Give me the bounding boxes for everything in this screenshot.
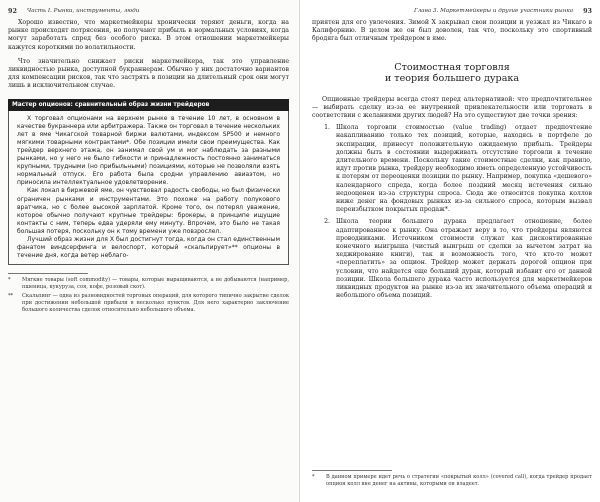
- left-running-title: Часть I. Рынки, инструменты, люди: [26, 8, 140, 14]
- section-title-line-2: и теория большего дурака: [384, 72, 520, 84]
- footnote-marker: *: [8, 277, 11, 284]
- list-item-number: 1.: [324, 124, 330, 132]
- right-body-paragraph: Опционные трейдеры всегда стоят перед альтернативой: что предпочтительнее — выбирать сделку из-за ее внутренней привлекательности или торговать в соответствии с желаниями других людей? На это существуют две точки зрения:: [312, 95, 592, 120]
- list-item-text: Школа торговли стоимостью (value trading) отдает предпочтение накапливанию только тех позиций, которые, находясь в портфеле до экспирации, принесут положительную ожидаемую прибыль. Трейдеры должны быть в состоянии выдерживать отсутствие торговли в течение длительного времени. Поскольку такие стоимостные сделки, как правило, идут против рынка, трейдеру необходимо иметь определенную устойчивость к потерям от переоценки позиции по рынку. Например, покупка «дешевого» календарного спреда, когда более поздний месяц истечения сильно недооценен из-за структуры спроса. Сюда же относится покупка коллов ниже денег на фондовых рынках из-за сильного спроса, которым вызвал переизбытком покрытых продаж*.: [336, 124, 592, 214]
- list-item-number: 2.: [324, 218, 330, 226]
- footnote-text: Мягкие товары (soft commodity) — товары, которые выращиваются, а не добываются (например, пшеница, кукуруза, соя, кофе, розовый скот).: [22, 277, 289, 291]
- left-footnote-2: [8, 293, 289, 313]
- sidebar-paragraph-2: Как локал в биржевой яме, он чувствовал радость свободы, но был физически ограничен рынками и инструментами. Это похоже на работу полукового вратчика, но с более высокой зарплатой. Кроме того, он потерял уважение, которое обычно получают крупные трейдеры: брокеры, в принципе ищущие контакты с ним, теперь едва удеряли ему минуту. Впрочем, это было не такая большая потеря, поскольку он к тому времени уже повзрослел.: [17, 187, 280, 235]
- left-paragraph-1: Хорошо известно, что маркетмейкеры хронически теряют деньги, когда на рынке происходят потрясения, но получают прибыль в нормальных условиях, когда могут заработать спред без особого риска. В этом отношении маркетмейкеры кажутся короткими по волатильности.: [8, 19, 289, 51]
- right-intro-paragraph: приятен для его увлечения. Зимой X закрывал свои позиции и уезжал из Чикаго в Калифорнию. В целом же он был доволен, так что, поскольку это спортивный бродяга был отличным трейдером в яме.: [312, 19, 592, 43]
- section-title: [312, 62, 592, 84]
- footnote-marker: *: [312, 474, 315, 481]
- sidebar-title: Мастер опционов: сравнительный образ жизни трейдеров: [8, 99, 289, 111]
- right-running-title: Глава 3. Маркетмейкеры и другие участники рынка: [414, 8, 574, 14]
- right-footnote-rule: [312, 470, 392, 471]
- left-footnote-rule: [8, 273, 88, 274]
- right-running-head: [312, 0, 592, 19]
- left-paragraph-2: Что значительно снижает риски маркетмейкера, так это управление ликвидностью рынка, доступной букраннерам. Обычно у них достаточно вариантов для компенсации рисков, так что застрять в позиции на длительный срок они могут лишь в исключительном случае.: [8, 57, 289, 90]
- sidebar-paragraph-3: Лучший образ жизни для X был достигнут тогда, когда он стал единственным фанатом виндсерфинга и велоспорт, который «скальпирует»** опционы в течение дня, когда ветер неблаго-: [17, 236, 280, 260]
- right-footnote: [312, 474, 592, 488]
- footnote-text: В данном примере идет речь о стратегии «покрытый колл» (covered call), когда трейдер продает опцион колл вне денег на активы, которыми он владеет.: [326, 474, 592, 488]
- sidebar-paragraph-1: X торговал опционами на верхнем рынке в течение 10 лет, в основном в качестве букраннера или арбитражера. Также он торговал в течение нескольких лет в яме Чикагской товарной биржи валютами, индексом SP500 и немного мягкими товарными контрактами*. Обе позиции имели свои преимущества. Как трейдер верхнего этажа, он занимал свой ум и мог наблюдать за разными рынками, но у него не было гибкости и принадлежность постоянно заниматься крупными, трудными (но прибыльными) позициями, которые не позволяли взять нормальный отпуск. Его работа была сродни управлению авиаэтом, но приносила интеллектуальное удовлетворение.: [17, 114, 280, 187]
- list-item-text: Школа теории большего дурака предлагает отношение, более адаптированное к рынку. Она отражает веру в то, что трейдеры являются проводниками. Источником стоимости служат как дисконтированные конечного выигрыша (чистый выигрыш от сделки за вычетом затрат на хеджирование книги), так и возможность того, что кто-то может «переплатить» за опцион. Трейдер может держать дорогой опцион при условии, что найдется еще больший дурак, который избавит его от данной позиции. Школа большего дурака часто используется для маркетмейкеров ликвидных продуктов на рынке из-за их значительного объема операций и небольшого объема позиций.: [336, 218, 592, 300]
- section-title-line-1: Стоимостная торговля: [394, 61, 510, 73]
- right-page-number: 93: [583, 7, 592, 15]
- right-page: [300, 0, 600, 502]
- left-page-number: 92: [8, 7, 17, 15]
- left-footnote-1: [8, 277, 289, 291]
- right-footnote-block: [312, 470, 592, 490]
- list-item: [312, 124, 592, 214]
- sidebar-box: [8, 111, 289, 266]
- footnote-marker: **: [8, 292, 14, 299]
- list-item: [312, 218, 592, 300]
- footnote-text: Скальпинг — одна из разновидностей торговых операций, для которого типично закрытие сделок при достижении небольшой прибыли в несколько пунктов. Для него характерно заключение большого количества сделок относительно небольшого объема.: [22, 292, 289, 313]
- left-running-head: [8, 0, 289, 19]
- schools-list: [312, 124, 592, 300]
